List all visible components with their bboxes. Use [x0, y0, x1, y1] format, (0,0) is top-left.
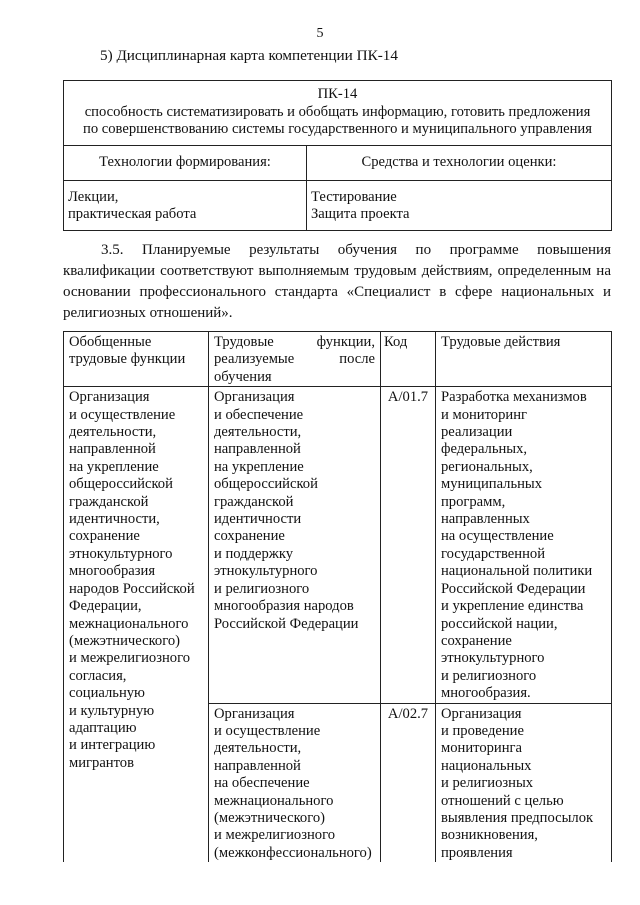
results-row [64, 387, 612, 703]
competency-code: ПК-14 [317, 86, 358, 102]
labor-action-line: региональных, [441, 458, 533, 475]
assessment-tools-header: Средства и технологии оценки: [307, 145, 612, 180]
generalized-function-line: адаптацию [69, 719, 137, 736]
header-line: обучения [214, 368, 272, 385]
labor-function-line: и осуществление [214, 722, 321, 739]
header-line: трудовые функции [69, 351, 186, 368]
labor-action-line: и укрепление единства [441, 598, 584, 615]
labor-function-line: на обеспечение [214, 775, 310, 792]
labor-function-line: Организация [214, 705, 295, 722]
labor-function-line: Организация [214, 389, 295, 406]
generalized-function-line: и осуществление [69, 406, 176, 423]
labor-function-line: и обеспечение [214, 406, 304, 423]
labor-function-line: и межрелигиозного [214, 827, 336, 844]
labor-action-line: сохранение [441, 632, 512, 649]
assessment-tool-item: Защита проекта [311, 206, 410, 222]
header-line: реализуемые после [214, 351, 375, 368]
header-code: Код [381, 332, 436, 387]
labor-action-line: направленных [441, 511, 530, 528]
assessment-tool-item: Тестирование [311, 188, 397, 205]
labor-action-line: этнокультурного [441, 650, 545, 667]
labor-action-line: отношений с целью [441, 792, 564, 809]
labor-function-line: идентичности [214, 511, 302, 528]
function-code: A/01.7 [381, 387, 436, 703]
generalized-function-line: народов Российской [69, 580, 195, 597]
labor-function-cell [209, 387, 381, 703]
generalized-function-line: и культурную [69, 702, 155, 719]
labor-function-line: направленной [214, 757, 301, 774]
labor-action-line: выявления предпосылок [441, 809, 594, 826]
header-labor-functions [209, 332, 381, 387]
labor-function-line: этнокультурного [214, 563, 318, 580]
labor-function-line: межнационального [214, 792, 334, 809]
labor-function-line: (межэтнического) [214, 809, 325, 826]
header-line: Трудовые функции, [214, 334, 375, 350]
generalized-function-line: межнационального [69, 615, 189, 632]
generalized-function-line: общероссийской [69, 476, 173, 493]
formation-technology-item: Лекции, [68, 188, 119, 205]
labor-action-line: и религиозного [441, 667, 537, 684]
generalized-function-line: и интеграцию [69, 737, 156, 754]
generalized-function-line: сохранение [69, 528, 140, 545]
generalized-function-line: и межрелигиозного [69, 650, 191, 667]
labor-action-line: возникновения, [441, 827, 538, 844]
results-header-row [64, 332, 612, 387]
competency-description-line: способность систематизировать и обобщать информацию, готовить предложения [84, 103, 591, 120]
header-labor-actions: Трудовые действия [436, 332, 612, 387]
labor-function-line: и религиозного [214, 580, 310, 597]
labor-function-line: на укрепление [214, 458, 304, 475]
labor-action-line: российской нации, [441, 615, 558, 632]
labor-action-line: на осуществление [441, 528, 554, 545]
header-line: Обобщенные [69, 334, 152, 350]
formation-technologies-header: Технологии формирования: [64, 145, 307, 180]
generalized-function-line: идентичности, [69, 511, 160, 528]
labor-function-line: направленной [214, 441, 301, 458]
labor-action-line: Российской Федерации [441, 580, 586, 597]
header-generalized-functions [64, 332, 209, 387]
generalized-function-line: согласия, [69, 667, 127, 684]
generalized-function-line: Организация [69, 389, 150, 406]
competency-table [63, 80, 612, 231]
section-heading: 5) Дисциплинарная карта компетенции ПК-14 [100, 47, 398, 64]
paragraph-first-line: 3.5. Планируемые результаты обучения по программе повышения [101, 242, 611, 258]
generalized-function-line: гражданской [69, 493, 149, 510]
labor-action-line: национальных [441, 757, 532, 774]
labor-action-line: программ, [441, 493, 506, 510]
labor-action-line: и мониторинг [441, 406, 527, 423]
labor-action-line: и проведение [441, 722, 524, 739]
labor-action-line: Разработка механизмов [441, 389, 587, 406]
generalized-function-line: многообразия [69, 563, 156, 580]
labor-action-line: государственной [441, 545, 546, 562]
generalized-function-line: Федерации, [69, 598, 142, 615]
labor-action-line: многообразия. [441, 685, 531, 702]
labor-function-line: и поддержку [214, 545, 294, 562]
labor-action-line: национальной политики [441, 563, 593, 580]
labor-function-line: Российской Федерации [214, 615, 359, 632]
generalized-function-line: деятельности, [69, 424, 157, 441]
function-code: A/02.7 [381, 703, 436, 862]
labor-actions-cell [436, 703, 612, 862]
formation-technologies-cell [64, 180, 307, 230]
generalized-function-line: направленной [69, 441, 156, 458]
generalized-function-line: социальную [69, 685, 145, 702]
paragraph-body: квалификации соответствуют выполняемым трудовым действиям, определенным на основании профессионального стандарта «Специалист в сфере национальных и религиозных отношений». [63, 263, 611, 321]
labor-function-line: деятельности, [214, 424, 302, 441]
labor-action-line: федеральных, [441, 441, 528, 458]
generalized-function-line: (межэтнического) [69, 632, 180, 649]
labor-function-line: гражданской [214, 493, 294, 510]
assessment-tools-cell [307, 180, 612, 230]
labor-action-line: реализации [441, 424, 513, 441]
learning-results-table [63, 331, 612, 862]
competency-title-cell [64, 81, 612, 146]
labor-function-cell [209, 703, 381, 862]
labor-action-line: и религиозных [441, 775, 534, 792]
labor-action-line: муниципальных [441, 476, 543, 493]
generalized-function-cell [64, 387, 209, 862]
labor-action-line: мониторинга [441, 740, 523, 757]
labor-function-line: общероссийской [214, 476, 318, 493]
labor-actions-cell [436, 387, 612, 703]
labor-function-line: многообразия народов [214, 598, 354, 615]
generalized-function-line: этнокультурного [69, 545, 173, 562]
labor-action-line: проявления [441, 844, 513, 861]
labor-action-line: Организация [441, 705, 522, 722]
labor-function-line: сохранение [214, 528, 285, 545]
formation-technology-item: практическая работа [68, 206, 197, 222]
generalized-function-line: на укрепление [69, 458, 159, 475]
page-number: 5 [316, 26, 324, 41]
labor-function-line: (межконфессионального) [214, 844, 372, 861]
learning-outcomes-paragraph [63, 240, 611, 324]
competency-description-line: по совершенствованию системы государственного и муниципального управления [83, 121, 592, 137]
labor-function-line: деятельности, [214, 740, 302, 757]
generalized-function-line: мигрантов [69, 754, 134, 771]
